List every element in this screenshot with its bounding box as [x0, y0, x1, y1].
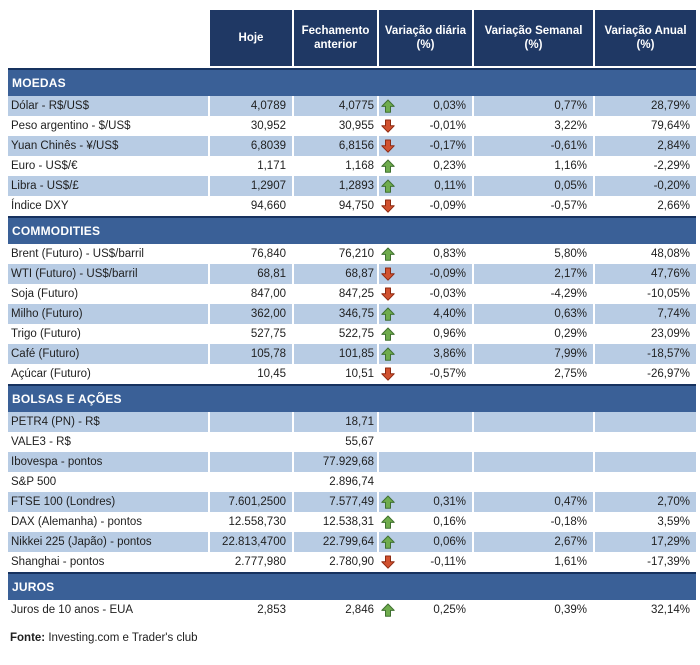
cell-variacao-anual: 2,66%: [595, 196, 696, 216]
cell-variacao-anual: 23,09%: [595, 324, 696, 344]
cell-hoje: 7.601,2500: [210, 492, 292, 512]
up-arrow-icon: [381, 347, 395, 361]
cell-fechamento: 522,75: [294, 324, 377, 344]
table-row: [8, 116, 696, 136]
table-row: [8, 284, 696, 304]
cell-variacao-anual: 28,79%: [595, 96, 696, 116]
column-header-fechamento: Fechamento anterior: [294, 10, 377, 66]
cell-variacao-anual: 2,70%: [595, 492, 696, 512]
source-label: Fonte:: [10, 632, 46, 644]
table-row: [8, 264, 696, 284]
cell-hoje: 4,0789: [210, 96, 292, 116]
cell-hoje: [210, 412, 292, 432]
cell-variacao-diaria: 0,96%: [379, 324, 472, 344]
cell-hoje: [210, 452, 292, 472]
cell-variacao-semanal: [474, 472, 593, 492]
cell-hoje: 847,00: [210, 284, 292, 304]
cell-hoje: 12.558,730: [210, 512, 292, 532]
cell-variacao-diaria: 0,23%: [379, 156, 472, 176]
cell-variacao-semanal: 0,29%: [474, 324, 593, 344]
row-label: Brent (Futuro) - US$/barril: [8, 244, 208, 264]
section-header-bolsas-e-acoes: BOLSAS E AÇÕES: [8, 384, 696, 412]
row-label: Milho (Futuro): [8, 304, 208, 324]
column-header-variacao-diaria: Variação diária (%): [379, 10, 472, 66]
row-label: Índice DXY: [8, 196, 208, 216]
cell-fechamento: 77.929,68: [294, 452, 377, 472]
cell-hoje: 1,2907: [210, 176, 292, 196]
cell-fechamento: 4,0775: [294, 96, 377, 116]
cell-variacao-semanal: 1,16%: [474, 156, 593, 176]
cell-variacao-diaria: -0,57%: [379, 364, 472, 384]
cell-fechamento: 6,8156: [294, 136, 377, 156]
table-row: [8, 344, 696, 364]
cell-variacao-semanal: 2,67%: [474, 532, 593, 552]
cell-variacao-semanal: [474, 412, 593, 432]
up-arrow-icon: [381, 159, 395, 173]
row-label: Euro - US$/€: [8, 156, 208, 176]
cell-variacao-semanal: -4,29%: [474, 284, 593, 304]
cell-hoje: [210, 472, 292, 492]
cell-variacao-anual: [595, 412, 696, 432]
cell-fechamento: 2.780,90: [294, 552, 377, 572]
table-row: [8, 512, 696, 532]
down-arrow-icon: [381, 199, 395, 213]
cell-variacao-diaria: 0,06%: [379, 532, 472, 552]
table-row: [8, 304, 696, 324]
cell-fechamento: 94,750: [294, 196, 377, 216]
cell-hoje: 105,78: [210, 344, 292, 364]
cell-variacao-diaria: -0,11%: [379, 552, 472, 572]
cell-variacao-anual: -17,39%: [595, 552, 696, 572]
table-row: [8, 136, 696, 156]
cell-variacao-semanal: 5,80%: [474, 244, 593, 264]
cell-variacao-anual: [595, 452, 696, 472]
cell-variacao-semanal: -0,57%: [474, 196, 593, 216]
down-arrow-icon: [381, 119, 395, 133]
row-label: Café (Futuro): [8, 344, 208, 364]
row-label: Ibovespa - pontos: [8, 452, 208, 472]
cell-variacao-diaria: 3,86%: [379, 344, 472, 364]
cell-hoje: 30,952: [210, 116, 292, 136]
table-row: [8, 196, 696, 216]
table-row: [8, 452, 696, 472]
cell-variacao-diaria: 0,83%: [379, 244, 472, 264]
cell-hoje: 76,840: [210, 244, 292, 264]
row-label: Juros de 10 anos - EUA: [8, 600, 208, 620]
row-label: Yuan Chinês - ¥/US$: [8, 136, 208, 156]
row-label: Nikkei 225 (Japão) - pontos: [8, 532, 208, 552]
down-arrow-icon: [381, 287, 395, 301]
down-arrow-icon: [381, 139, 395, 153]
down-arrow-icon: [381, 367, 395, 381]
cell-variacao-semanal: 0,39%: [474, 600, 593, 620]
section-header-commodities: COMMODITIES: [8, 216, 696, 244]
cell-fechamento: 1,168: [294, 156, 377, 176]
column-header-variacao-semanal: Variação Semanal (%): [474, 10, 593, 66]
cell-fechamento: 22.799,64: [294, 532, 377, 552]
table-sections: [8, 68, 696, 620]
cell-variacao-semanal: [474, 432, 593, 452]
cell-hoje: [210, 432, 292, 452]
cell-variacao-anual: 79,64%: [595, 116, 696, 136]
cell-fechamento: 30,955: [294, 116, 377, 136]
cell-variacao-semanal: 2,75%: [474, 364, 593, 384]
cell-variacao-semanal: -0,18%: [474, 512, 593, 532]
row-label: FTSE 100 (Londres): [8, 492, 208, 512]
table-row: [8, 412, 696, 432]
cell-variacao-anual: [595, 432, 696, 452]
cell-fechamento: 2.896,74: [294, 472, 377, 492]
row-label: Açúcar (Futuro): [8, 364, 208, 384]
cell-variacao-semanal: 3,22%: [474, 116, 593, 136]
cell-hoje: 362,00: [210, 304, 292, 324]
cell-variacao-diaria: -0,09%: [379, 196, 472, 216]
section-header-juros: JUROS: [8, 572, 696, 600]
row-label: S&P 500: [8, 472, 208, 492]
cell-fechamento: 101,85: [294, 344, 377, 364]
row-label: Libra - US$/£: [8, 176, 208, 196]
column-header-hoje: Hoje: [210, 10, 292, 66]
row-label: DAX (Alemanha) - pontos: [8, 512, 208, 532]
up-arrow-icon: [381, 515, 395, 529]
table-row: [8, 532, 696, 552]
cell-variacao-anual: 48,08%: [595, 244, 696, 264]
table-row: [8, 176, 696, 196]
cell-variacao-diaria: 0,11%: [379, 176, 472, 196]
row-label: PETR4 (PN) - R$: [8, 412, 208, 432]
cell-variacao-semanal: 7,99%: [474, 344, 593, 364]
cell-fechamento: 10,51: [294, 364, 377, 384]
cell-variacao-semanal: 0,05%: [474, 176, 593, 196]
row-label: Trigo (Futuro): [8, 324, 208, 344]
cell-variacao-anual: -2,29%: [595, 156, 696, 176]
cell-variacao-diaria: -0,01%: [379, 116, 472, 136]
cell-fechamento: 55,67: [294, 432, 377, 452]
cell-variacao-anual: -10,05%: [595, 284, 696, 304]
cell-variacao-diaria: [379, 452, 472, 472]
cell-fechamento: 7.577,49: [294, 492, 377, 512]
cell-fechamento: 76,210: [294, 244, 377, 264]
table-row: [8, 600, 696, 620]
section-header-moedas: MOEDAS: [8, 68, 696, 96]
cell-variacao-diaria: 0,03%: [379, 96, 472, 116]
cell-hoje: 2.777,980: [210, 552, 292, 572]
up-arrow-icon: [381, 327, 395, 341]
cell-hoje: 2,853: [210, 600, 292, 620]
up-arrow-icon: [381, 495, 395, 509]
cell-variacao-semanal: 2,17%: [474, 264, 593, 284]
cell-variacao-anual: 2,84%: [595, 136, 696, 156]
table-row: [8, 324, 696, 344]
cell-variacao-semanal: 1,61%: [474, 552, 593, 572]
cell-variacao-diaria: 0,16%: [379, 512, 472, 532]
cell-fechamento: 346,75: [294, 304, 377, 324]
cell-variacao-anual: -0,20%: [595, 176, 696, 196]
up-arrow-icon: [381, 603, 395, 617]
cell-variacao-semanal: 0,47%: [474, 492, 593, 512]
up-arrow-icon: [381, 307, 395, 321]
table-row: [8, 472, 696, 492]
cell-variacao-semanal: -0,61%: [474, 136, 593, 156]
table-row: [8, 492, 696, 512]
cell-fechamento: 2,846: [294, 600, 377, 620]
cell-variacao-anual: -18,57%: [595, 344, 696, 364]
cell-hoje: 1,171: [210, 156, 292, 176]
table-row: [8, 552, 696, 572]
source-text: Investing.com e Trader's club: [45, 632, 198, 644]
row-label: Soja (Futuro): [8, 284, 208, 304]
row-label: Shanghai - pontos: [8, 552, 208, 572]
up-arrow-icon: [381, 99, 395, 113]
cell-variacao-anual: 3,59%: [595, 512, 696, 532]
cell-variacao-anual: 47,76%: [595, 264, 696, 284]
up-arrow-icon: [381, 535, 395, 549]
table-row: [8, 364, 696, 384]
cell-variacao-diaria: 0,31%: [379, 492, 472, 512]
cell-variacao-diaria: 4,40%: [379, 304, 472, 324]
table-row: [8, 244, 696, 264]
cell-variacao-semanal: 0,77%: [474, 96, 593, 116]
cell-variacao-anual: [595, 472, 696, 492]
cell-fechamento: 18,71: [294, 412, 377, 432]
header-spacer: [8, 10, 208, 66]
cell-hoje: 94,660: [210, 196, 292, 216]
cell-fechamento: 12.538,31: [294, 512, 377, 532]
row-label: Dólar - R$/US$: [8, 96, 208, 116]
row-label: VALE3 - R$: [8, 432, 208, 452]
cell-variacao-diaria: 0,25%: [379, 600, 472, 620]
cell-variacao-diaria: [379, 472, 472, 492]
up-arrow-icon: [381, 179, 395, 193]
cell-variacao-anual: -26,97%: [595, 364, 696, 384]
cell-variacao-diaria: -0,09%: [379, 264, 472, 284]
cell-fechamento: 68,87: [294, 264, 377, 284]
down-arrow-icon: [381, 555, 395, 569]
source-note: [10, 632, 696, 644]
cell-variacao-anual: 7,74%: [595, 304, 696, 324]
down-arrow-icon: [381, 267, 395, 281]
cell-variacao-diaria: [379, 412, 472, 432]
cell-fechamento: 1,2893: [294, 176, 377, 196]
row-label: WTI (Futuro) - US$/barril: [8, 264, 208, 284]
row-label: Peso argentino - $/US$: [8, 116, 208, 136]
column-header-variacao-anual: Variação Anual (%): [595, 10, 696, 66]
table-row: [8, 156, 696, 176]
cell-hoje: 68,81: [210, 264, 292, 284]
cell-variacao-diaria: [379, 432, 472, 452]
cell-hoje: 527,75: [210, 324, 292, 344]
up-arrow-icon: [381, 247, 395, 261]
cell-variacao-diaria: -0,17%: [379, 136, 472, 156]
table-row: [8, 96, 696, 116]
cell-hoje: 10,45: [210, 364, 292, 384]
cell-hoje: 22.813,4700: [210, 532, 292, 552]
table-row: [8, 432, 696, 452]
column-headers: [8, 10, 696, 66]
cell-variacao-semanal: [474, 452, 593, 472]
cell-variacao-diaria: -0,03%: [379, 284, 472, 304]
cell-variacao-anual: 17,29%: [595, 532, 696, 552]
cell-fechamento: 847,25: [294, 284, 377, 304]
cell-variacao-semanal: 0,63%: [474, 304, 593, 324]
cell-variacao-anual: 32,14%: [595, 600, 696, 620]
cell-hoje: 6,8039: [210, 136, 292, 156]
